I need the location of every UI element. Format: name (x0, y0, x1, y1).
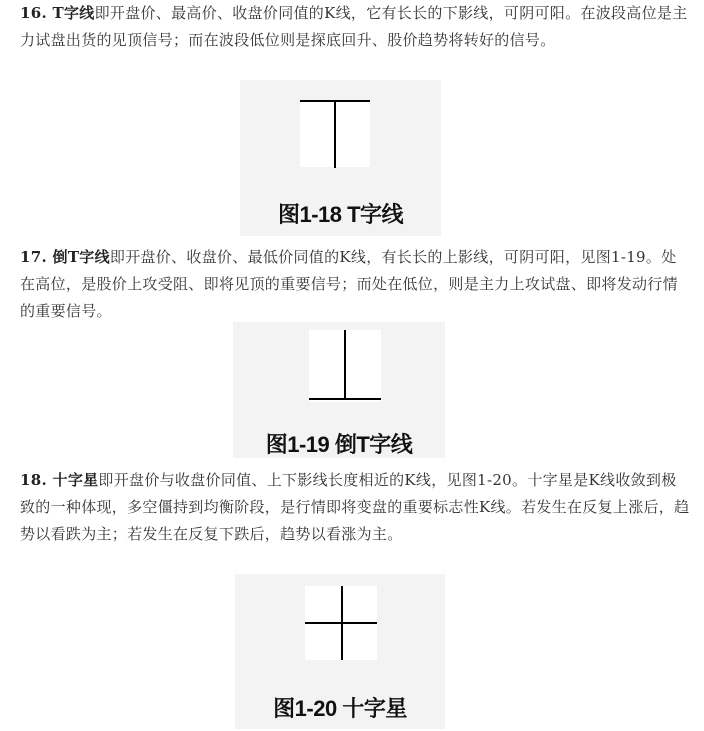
figure-doji-star (235, 574, 445, 729)
section-16-text (20, 0, 690, 54)
section-17-heading: 17. 倒T字线 (20, 248, 110, 266)
figure-caption: 图1-19 倒T字线 (265, 432, 413, 457)
section-17-body: 即开盘价、收盘价、最低价同值的K线，有长长的上影线，可阴可阳，见图1-19。处在高位，是股价上攻受阻、即将见顶的重要信号；而处在低位，则是主力上攻试盘、即将发动行情的重要信号。 (20, 248, 678, 320)
section-18-text (20, 467, 690, 548)
figure-inverted-t-line (233, 322, 445, 458)
figure-t-line (240, 80, 441, 236)
section-18-heading: 18. 十字星 (20, 471, 99, 489)
section-18-body: 即开盘价与收盘价同值、上下影线长度相近的K线，见图1-20。十字星是K线收敛到极致的一种体现，多空僵持到均衡阶段，是行情即将变盘的重要标志性K线。若发生在反复上涨后，趋势以看跌为主；若发生在反复下跌后，趋势以看涨为主。 (20, 471, 690, 543)
section-17-text (20, 244, 690, 325)
section-16-body: 即开盘价、最高价、收盘价同值的K线，它有长长的下影线，可阴可阳。在波段高位是主力试盘出货的见顶信号；而在波段低位则是探底回升、股价趋势将转好的信号。 (20, 4, 688, 49)
figure-caption: 图1-18 T字线 (277, 202, 404, 227)
figure-caption: 图1-20 十字星 (273, 696, 407, 721)
section-16-heading: 16. T字线 (20, 4, 95, 22)
